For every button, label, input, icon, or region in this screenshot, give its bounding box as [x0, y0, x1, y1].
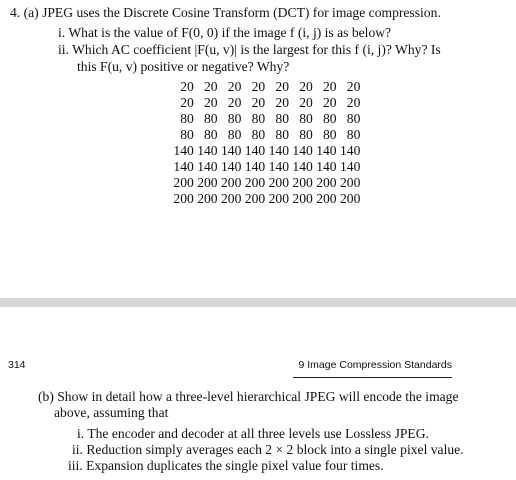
matrix-cell: 200: [173, 175, 194, 190]
matrix-cell: 20: [227, 79, 242, 94]
matrix-cell: 20: [251, 95, 266, 110]
matrix-cell: 140: [292, 143, 313, 158]
matrix-cell: 80: [204, 111, 218, 126]
matrix-cell: 20: [251, 79, 266, 94]
image-matrix: [170, 79, 360, 207]
matrix-cell: 200: [244, 191, 266, 206]
page-break-gap: [0, 298, 516, 307]
matrix-row: [170, 79, 360, 95]
assumption-item-ii: ii. Reduction simply averages each 2 × 2 block into a single pixel value.: [72, 442, 464, 457]
matrix-cell: 200: [197, 191, 218, 206]
chapter-title: 9 Image Compression Standards: [298, 359, 452, 371]
matrix-cell: 140: [221, 143, 242, 158]
matrix-cell: 140: [173, 159, 194, 174]
matrix-cell: 80: [322, 127, 337, 142]
matrix-cell: 200: [173, 191, 194, 206]
question-part-b-line2: above, assuming that: [54, 405, 169, 420]
matrix-cell: 20: [227, 95, 242, 110]
matrix-cell: 140: [292, 159, 313, 174]
matrix-cell: 20: [299, 95, 313, 110]
matrix-row: [170, 111, 360, 127]
matrix-cell: 200: [292, 191, 313, 206]
matrix-cell: 140: [268, 159, 289, 174]
assumption-item-i: i. The encoder and decoder at all three levels use Lossless JPEG.: [77, 426, 429, 441]
matrix-cell: 80: [346, 111, 361, 126]
matrix-cell: 200: [268, 175, 289, 190]
matrix-cell: 140: [221, 159, 242, 174]
matrix-cell: 20: [180, 95, 194, 110]
matrix-cell: 80: [299, 111, 313, 126]
matrix-cell: 20: [180, 79, 194, 94]
question-part-b-line1: (b) Show in detail how a three-level hierarchical JPEG will encode the image: [38, 389, 459, 404]
matrix-row: [170, 159, 360, 175]
matrix-cell: 80: [227, 111, 242, 126]
matrix-cell: 140: [316, 159, 337, 174]
matrix-cell: 20: [204, 95, 218, 110]
matrix-cell: 140: [244, 143, 266, 158]
matrix-cell: 80: [227, 127, 242, 142]
page-header: [0, 357, 516, 375]
matrix-cell: 80: [346, 127, 361, 142]
question-part-ii-line1: ii. Which AC coefficient |F(u, v)| is the largest for this f (i, j)? Why? Is: [58, 42, 441, 57]
matrix-cell: 140: [339, 143, 361, 158]
header-rule: [293, 377, 452, 378]
matrix-cell: 20: [299, 79, 313, 94]
matrix-cell: 20: [322, 79, 337, 94]
matrix-cell: 20: [346, 95, 361, 110]
matrix-cell: 140: [173, 143, 194, 158]
matrix-cell: 80: [275, 127, 289, 142]
matrix-cell: 20: [204, 79, 218, 94]
matrix-cell: 80: [299, 127, 313, 142]
matrix-cell: 140: [339, 159, 361, 174]
matrix-row: [170, 95, 360, 111]
assumption-item-iii: iii. Expansion duplicates the single pixel value four times.: [68, 458, 384, 473]
matrix-cell: 80: [204, 127, 218, 142]
matrix-cell: 200: [268, 191, 289, 206]
matrix-cell: 80: [322, 111, 337, 126]
matrix-cell: 200: [339, 191, 361, 206]
matrix-cell: 80: [180, 127, 194, 142]
question-part-i: i. What is the value of F(0, 0) if the image f (i, j) is as below?: [58, 25, 392, 40]
matrix-cell: 200: [221, 175, 242, 190]
matrix-cell: 140: [197, 159, 218, 174]
matrix-cell: 200: [221, 191, 242, 206]
matrix-cell: 20: [275, 79, 289, 94]
page-bottom: [0, 307, 516, 480]
page-number: 314: [8, 359, 26, 371]
matrix-row: [170, 127, 360, 143]
question-part-ii-line2: this F(u, v) positive or negative? Why?: [77, 59, 290, 74]
matrix-cell: 200: [339, 175, 361, 190]
matrix-cell: 80: [251, 127, 266, 142]
matrix-cell: 20: [346, 79, 361, 94]
matrix-cell: 140: [244, 159, 266, 174]
matrix-cell: 80: [180, 111, 194, 126]
matrix-cell: 200: [316, 175, 337, 190]
matrix-cell: 200: [292, 175, 313, 190]
matrix-row: [170, 191, 360, 207]
matrix-cell: 80: [275, 111, 289, 126]
matrix-cell: 20: [322, 95, 337, 110]
matrix-cell: 140: [268, 143, 289, 158]
matrix-cell: 20: [275, 95, 289, 110]
matrix-cell: 140: [197, 143, 218, 158]
matrix-cell: 140: [316, 143, 337, 158]
matrix-cell: 200: [244, 175, 266, 190]
matrix-cell: 200: [316, 191, 337, 206]
matrix-cell: 200: [197, 175, 218, 190]
matrix-cell: 80: [251, 111, 266, 126]
matrix-row: [170, 143, 360, 159]
matrix-row: [170, 175, 360, 191]
question-4a-stem: 4. (a) JPEG uses the Discrete Cosine Transform (DCT) for image compression.: [10, 5, 441, 20]
